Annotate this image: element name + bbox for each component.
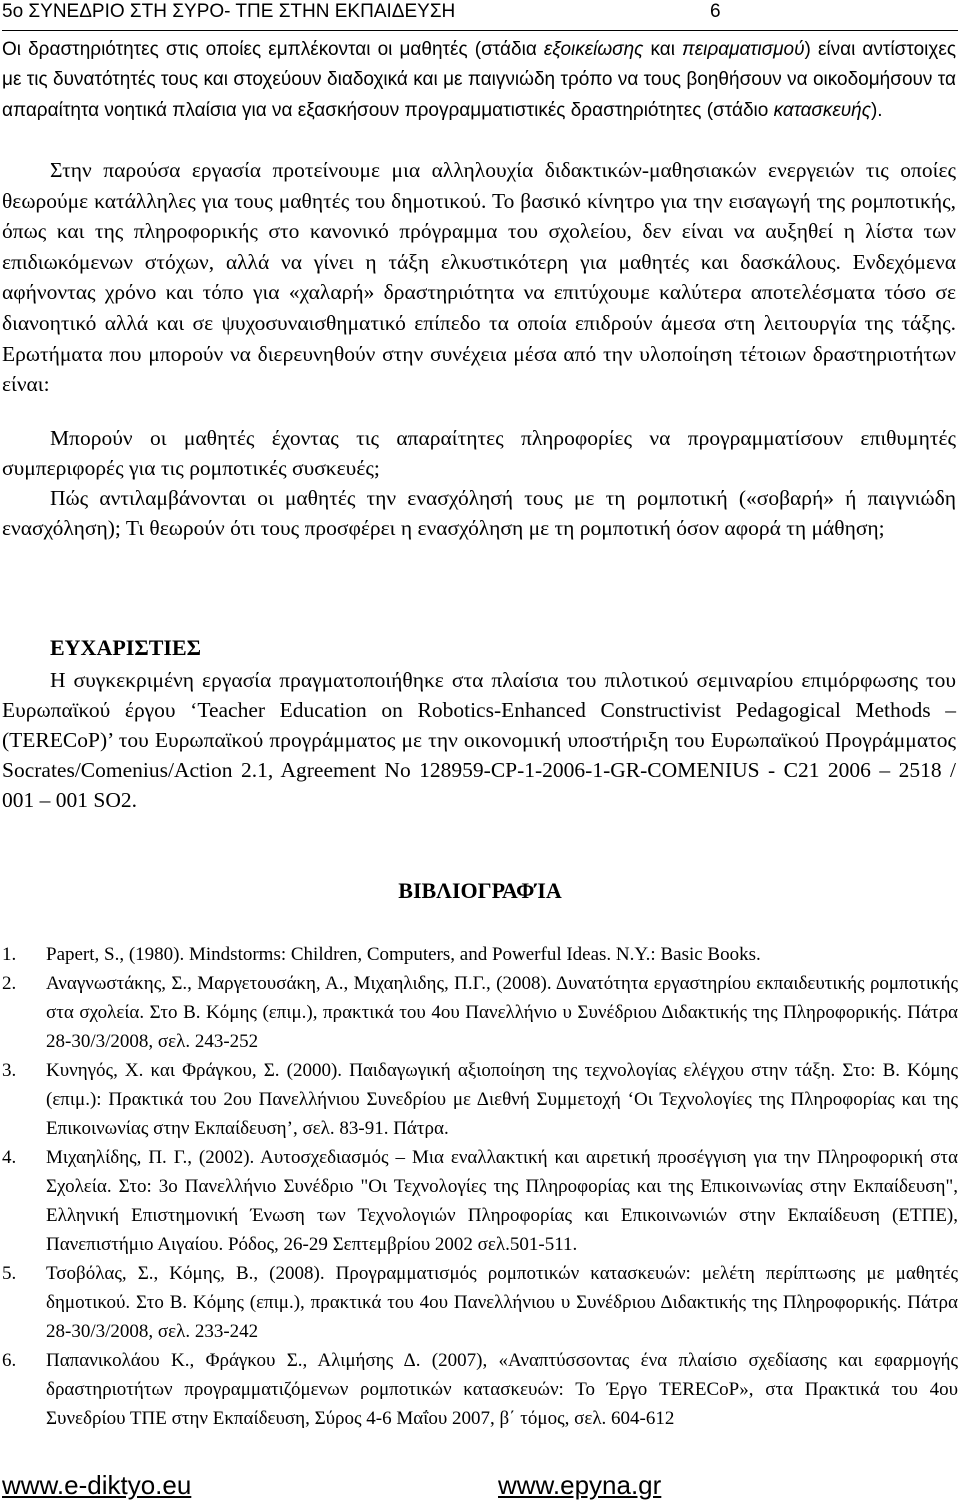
page-header (2, 0, 958, 31)
conference-title: 5ο ΣΥΝΕΔΡΙΟ ΣΤΗ ΣΥΡΟ- ΤΠΕ ΣΤΗΝ ΕΚΠΑΙΔΕΥΣΗ (2, 1, 456, 22)
question-2: Πώς αντιλαμβάνονται οι μαθητές την ενασχόλησή τους με τη ρομποτική («σοβαρή» ή παιγνιώδη ενασχόληση); Τι θεωρούν ότι τους προσφέρει η ενασχόληση με τη ρομποτική όσον αφορά τη μάθηση; (2, 486, 956, 540)
reference-number: 5. (2, 1263, 17, 1284)
reference-number: 3. (2, 1060, 17, 1081)
reference-item: 6. Παπανικολάου Κ., Φράγκου Σ., Αλιμήσης Δ. (2007), «Αναπτύσσοντας ένα πλαίσιο σχεδίασης και εφαρμογής δραστηριοτήτων προγραμματιζόμενων ρομποτικών κατασκευών: Το Έργο TERECoP», στα Πρακτικά του 4ου Συνεδρίου ΤΠΕ στην Εκπαίδευση, Σύρος 4-6 Μαΐου 2007, β΄ τόμος, σελ. 604-612 (0, 1346, 958, 1433)
emphasis-experimentation: πειραματισμού (682, 39, 805, 60)
body-paragraph: Στην παρούσα εργασία προτείνουμε μια αλληλουχία διδακτικών-μαθησιακών ενεργειών τις οποίες θεωρούμε κατάλληλες για τους μαθητές του δημοτικού. Το βασικό κίνητρο για την εισαγωγή της ρομποτικής, όπως και της πληροφορικής στο κανονικό πρόγραμμα του σχολείου, δεν είναι να αυξηθεί η λίστα των επιδιωκόμενων στόχων, αλλά να γίνει η τάξη ελκυστικότερη για μαθητές και δασκάλους. Ενδεχόμενα αφήνοντας χρόνο και τόπο για «χαλαρή» δραστηριότητα να επιτύχουμε καλύτερα αποτελέσματα τόσο σε διανοητικό αλλά και σε ψυχοσυναισθηματικό επίπεδο τα οποία επιδρούν άμεσα στη λειτουργία της τάξης. Ερωτήματα που μπορούν να διερευνηθούν στην συνέχεια μέσα από την υλοποίηση τέτοιων δραστηριοτήτων είναι: (2, 158, 956, 397)
reference-number: 2. (2, 973, 17, 994)
bibliography-list (0, 940, 958, 1433)
emphasis-construction: κατασκευής (773, 99, 871, 121)
reference-item: 4. Μιχαηλίδης, Π. Γ., (2002). Αυτοσχεδιασμός – Μια εναλλακτική και αιρετική προσέγγιση για την Πληροφορική στα Σχολεία. Στο: 3ο Πανελλήνιο Συνέδριο "Οι Τεχνολογίες της Πληροφορίας και της Επικοινωνίας στην Εκπαίδευση", Ελληνική Επιστημονική Ένωση των Τεχνολογιών Πληροφορίας και Επικοινωνιών στην Εκπαίδευση (ΕΤΠΕ), Πανεπιστήμιο Αιγαίου. Ρόδος, 26-29 Σεπτεμβρίου 2002 σελ.501-511. (0, 1143, 958, 1259)
bibliography-heading: ΒΙΒΛΙΟΓΡΑΦΊΑ (398, 878, 562, 903)
reference-item: 1. Papert, S., (1980). Mindstorms: Children, Computers, and Powerful Ideas. N.Y.: Basic Books. (0, 940, 958, 969)
page-number: 6 (710, 1, 721, 22)
acknowledgements-heading: ΕΥΧΑΡΙΣΤΙΕΣ (50, 635, 202, 660)
reference-number: 6. (2, 1350, 17, 1371)
reference-number: 1. (2, 944, 17, 965)
reference-item: 2. Αναγνωστάκης, Σ., Μαργετουσάκη, Α., Μιχαηλιδης, Π.Γ., (2008). Δυνατότητα εργαστηρίου εκπαιδευτικής ρομποτικής στα σχολεία. Στο Β. Κόμης (επιμ.), πρακτικά του 4ου Πανελλήνιο υ Συνέδριου Διδακτικής της Πληροφορικής. Πάτρα 28-30/3/2008, σελ. 243-252 (0, 969, 958, 1056)
emphasis-familiarization: εξοικείωσης (543, 39, 644, 60)
reference-item: 3. Κυνηγός, Χ. και Φράγκου, Σ. (2000). Παιδαγωγική αξιοποίηση της τεχνολογίας ελέγχου στην τάξη. Στο: Β. Κόμης (επιμ.): Πρακτικά του 2ου Πανελλήνιου Συνεδρίου με Διεθνή Συμμετοχή ‘Οι Τεχνολογίες της Πληροφορίας και της Επικοινωνίας στην Εκπαίδευση’, σελ. 83-91. Πάτρα. (0, 1056, 958, 1143)
intro-paragraph: Οι δραστηριότητες στις οποίες εμπλέκονται οι μαθητές (στάδια εξοικείωσης και πειραματισμού) είναι αντίστοιχες με τις δυνατότητές τους και στοχεύουν διαδοχικά και με παιγνιώδη τρόπο να τους βοηθήσουν να οικοδομήσουν τα απαραίτητα νοητικά πλαίσια για να εξασκήσουν προγραμματιστικές δραστηριότητες (στάδιο κατασκευής). (2, 39, 956, 121)
reference-number: 4. (2, 1147, 17, 1168)
reference-item: 5. Τσοβόλας, Σ., Κόμης, Β., (2008). Προγραμματισμός ρομποτικών κατασκευών: μελέτη περίπτωσης με μαθητές δημοτικού. Στο Β. Κόμης (επιμ.), πρακτικά του 4ου Πανελλήνιου υ Συνέδριου Διδακτικής της Πληροφορικής. Πάτρα 28-30/3/2008, σελ. 233-242 (0, 1259, 958, 1346)
question-1: Μπορούν οι μαθητές έχοντας τις απαραίτητες πληροφορίες να προγραμματίσουν επιθυμητές συμπεριφορές για τις ρομποτικές συσκευές; (2, 426, 956, 480)
footer-link-e-diktyo[interactable]: www.e-diktyo.eu (2, 1470, 192, 1500)
footer-link-epyna[interactable]: www.epyna.gr (498, 1470, 662, 1500)
acknowledgements-text: Η συγκεκριμένη εργασία πραγματοποιήθηκε στα πλαίσια του πιλοτικού σεμιναρίου επιμόρφωσης του Ευρωπαϊκού έργου ‘Teacher Education on Robotics-Enhanced Constructivist Pedagogical Methods – (TERECoP)’ του Ευρωπαϊκού προγράμματος με την οικονομική υποστήριξη του Ευρωπαϊκού Προγράμματος Socrates/Comenius/Action 2.1, Agreement No 128959-CP-1-2006-1-GR-COMENIUS - C21 2006 – 2518 / 001 – 001 SO2. (2, 668, 956, 812)
